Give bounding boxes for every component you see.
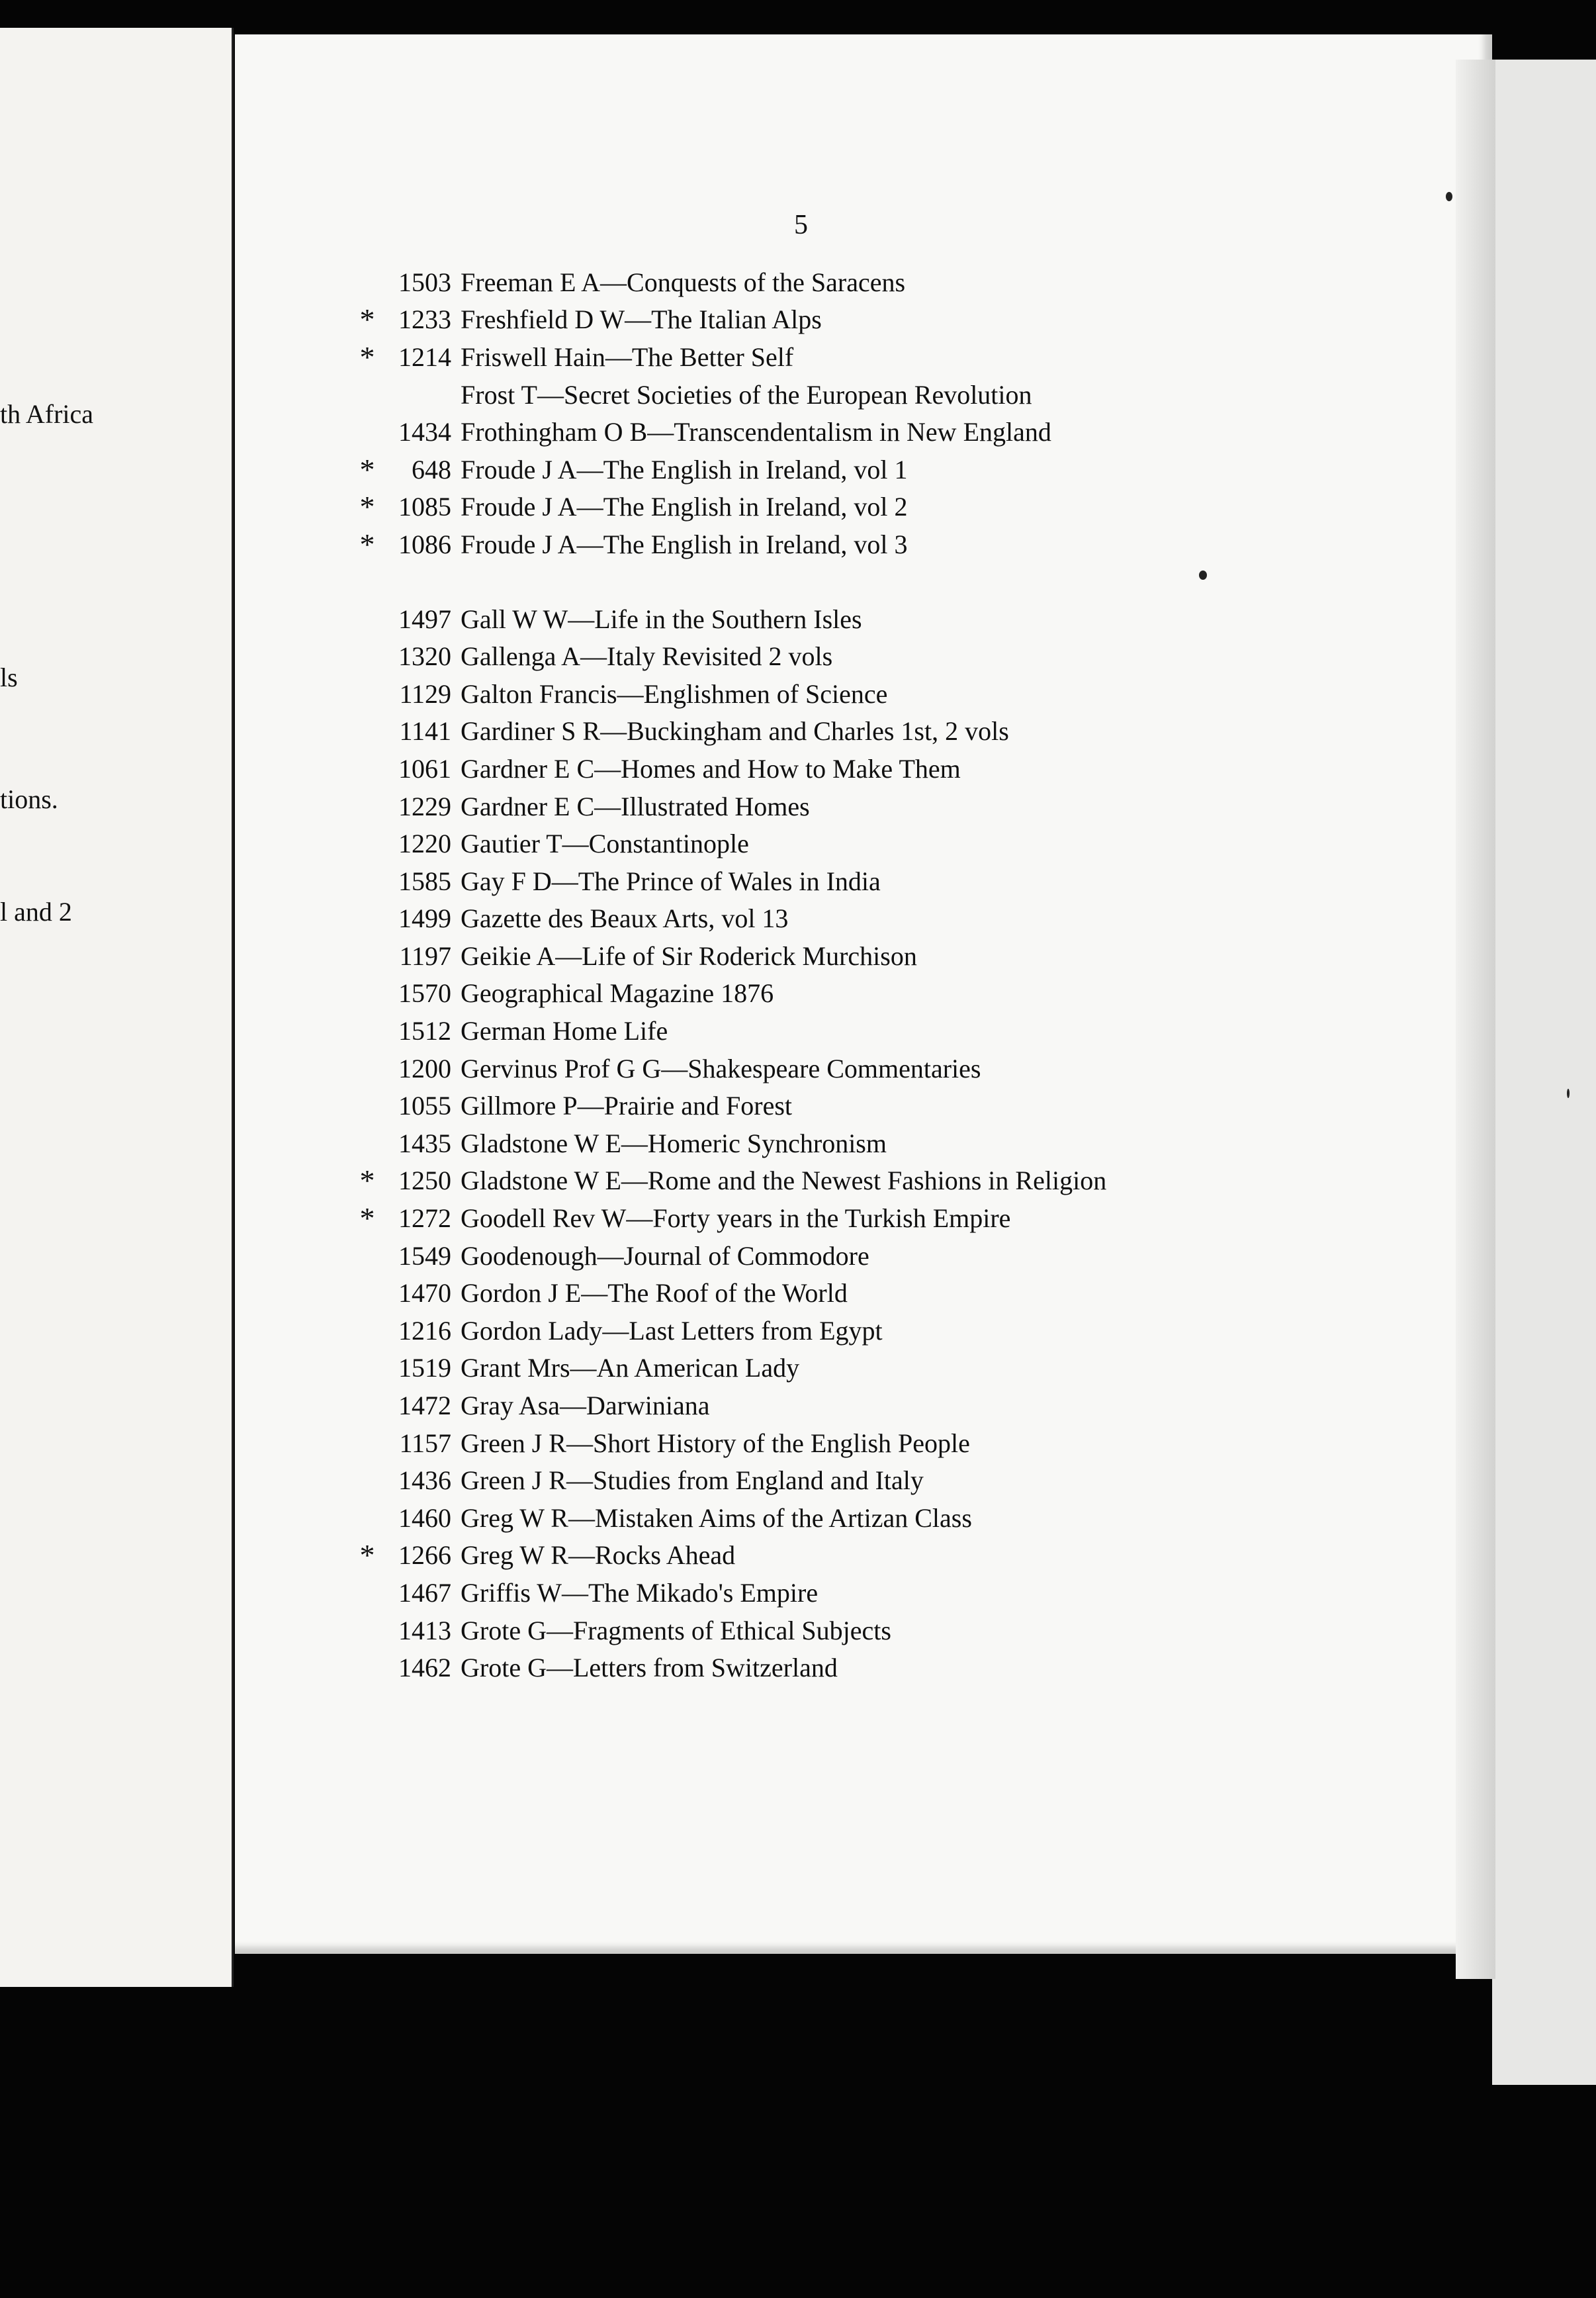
catalog-entry [351, 1461, 1476, 1499]
entry-title: Gardner E C—Homes and How to Make Them [461, 753, 961, 784]
entry-title: Geographical Magazine 1876 [461, 978, 774, 1009]
catalog-entry [351, 338, 1476, 376]
entry-number: 1549 [398, 1240, 451, 1271]
entry-title: Green J R—Studies from England and Italy [461, 1465, 924, 1496]
entry-number: 1200 [398, 1053, 451, 1083]
catalog-entry [351, 675, 1476, 713]
entry-title: Froude J A—The English in Ireland, vol 3 [461, 529, 908, 559]
entry-number: 1462 [398, 1653, 451, 1683]
entry-title: Frothingham O B—Transcendentalism in New England [461, 417, 1051, 447]
print-speck [1199, 571, 1207, 580]
catalog-entry [351, 825, 1476, 862]
entry-number: 1413 [398, 1615, 451, 1645]
entry-number: 1467 [398, 1577, 451, 1608]
left-page-fragment: l and 2 [0, 897, 72, 927]
entry-title: Gardner E C—Illustrated Homes [461, 791, 810, 821]
catalog-entry [351, 1649, 1476, 1686]
entry-title: Gautier T—Constantinople [461, 829, 749, 859]
entry-title: Geikie A—Life of Sir Roderick Murchison [461, 941, 917, 971]
entry-number: 1435 [398, 1128, 451, 1158]
catalog-entry [351, 975, 1476, 1013]
entry-title: Freshfield D W—The Italian Alps [461, 304, 822, 335]
entry-number: 1512 [398, 1016, 451, 1046]
asterisk-mark: * [359, 1201, 375, 1236]
entry-number: 1266 [398, 1540, 451, 1571]
left-page-fragment: ls [0, 663, 18, 692]
catalog-entry [351, 862, 1476, 900]
entry-title: Friswell Hain—The Better Self [461, 342, 794, 372]
entry-title: Gladstone W E—Rome and the Newest Fashions in Religion [461, 1166, 1107, 1196]
entry-title: Gervinus Prof G G—Shakespeare Commentaries [461, 1053, 981, 1083]
entry-title: Goodell Rev W—Forty years in the Turkish Empire [461, 1203, 1011, 1234]
catalog-entry [351, 263, 1476, 301]
asterisk-mark: * [359, 452, 375, 486]
entry-title: Frost T—Secret Societies of the European Revolution [461, 379, 1032, 410]
entry-number: 1570 [398, 978, 451, 1009]
catalog-entry [351, 750, 1476, 788]
catalog-list [351, 263, 1476, 1686]
catalog-entry [351, 1424, 1476, 1462]
catalog-entry [351, 637, 1476, 675]
entry-number: 1497 [398, 604, 451, 634]
left-page-edge [0, 28, 234, 1987]
entry-number: 648 [412, 454, 451, 484]
catalog-entry [351, 937, 1476, 975]
group-separator [351, 563, 1476, 600]
catalog-entry [351, 376, 1476, 414]
entry-number: 1229 [398, 791, 451, 821]
entry-number: 1214 [398, 342, 451, 372]
entry-number: 1220 [398, 829, 451, 859]
next-page-edge [1492, 60, 1596, 2085]
entry-title: Froude J A—The English in Ireland, vol 1 [461, 454, 908, 484]
catalog-group-f [351, 263, 1476, 563]
entry-number: 1250 [398, 1166, 451, 1196]
entry-number: 1320 [398, 641, 451, 672]
catalog-entry [351, 1050, 1476, 1087]
entry-title: Grote G—Letters from Switzerland [461, 1653, 838, 1683]
entry-number: 1197 [399, 941, 451, 971]
catalog-entry [351, 526, 1476, 563]
asterisk-mark: * [359, 490, 375, 524]
catalog-entry [351, 488, 1476, 526]
entry-number: 1061 [398, 753, 451, 784]
entry-title: Gillmore P—Prairie and Forest [461, 1091, 793, 1121]
left-page-fragment: th Africa [0, 399, 94, 429]
entry-number: 1460 [398, 1502, 451, 1533]
asterisk-mark: * [359, 1164, 375, 1198]
entry-number: 1434 [398, 417, 451, 447]
entry-title: Galton Francis—Englishmen of Science [461, 678, 888, 709]
catalog-entry [351, 1387, 1476, 1424]
entry-number: 1233 [398, 304, 451, 335]
entry-title: Gazette des Beaux Arts, vol 13 [461, 903, 789, 934]
catalog-entry [351, 600, 1476, 638]
entry-title: Gall W W—Life in the Southern Isles [461, 604, 862, 634]
entry-number: 1436 [398, 1465, 451, 1496]
catalog-entry [351, 1499, 1476, 1537]
catalog-entry [351, 1612, 1476, 1649]
page-number: 5 [794, 210, 808, 240]
catalog-entry [351, 301, 1476, 339]
left-page-fragment: tions. [0, 784, 58, 814]
entry-title: German Home Life [461, 1016, 668, 1046]
entry-title: Gardiner S R—Buckingham and Charles 1st, 2 vols [461, 716, 1009, 747]
catalog-entry [351, 1087, 1476, 1125]
catalog-entry [351, 1237, 1476, 1275]
catalog-group-g [351, 600, 1476, 1686]
entry-number: 1499 [398, 903, 451, 934]
catalog-entry [351, 1199, 1476, 1237]
entry-title: Freeman E A—Conquests of the Saracens [461, 267, 906, 297]
entry-number: 1472 [398, 1391, 451, 1421]
catalog-entry [351, 1125, 1476, 1162]
entry-number: 1085 [398, 492, 451, 522]
entry-title: Greg W R—Rocks Ahead [461, 1540, 736, 1571]
entry-number: 1585 [398, 866, 451, 896]
entry-number: 1141 [399, 716, 451, 747]
catalog-entry [351, 451, 1476, 488]
asterisk-mark: * [359, 527, 375, 561]
asterisk-mark: * [359, 302, 375, 337]
print-speck [1567, 1089, 1570, 1098]
entry-title: Goodenough—Journal of Commodore [461, 1240, 869, 1271]
entry-title: Green J R—Short History of the English People [461, 1428, 970, 1458]
entry-title: Froude J A—The English in Ireland, vol 2 [461, 492, 908, 522]
catalog-entry [351, 900, 1476, 938]
catalog-entry [351, 1537, 1476, 1575]
entry-number: 1503 [398, 267, 451, 297]
entry-number: 1086 [398, 529, 451, 559]
catalog-entry [351, 713, 1476, 751]
asterisk-mark: * [359, 340, 375, 374]
catalog-entry [351, 1312, 1476, 1350]
entry-title: Greg W R—Mistaken Aims of the Artizan Class [461, 1502, 972, 1533]
entry-title: Gray Asa—Darwiniana [461, 1391, 710, 1421]
entry-title: Gordon Lady—Last Letters from Egypt [461, 1315, 883, 1346]
entry-title: Gallenga A—Italy Revisited 2 vols [461, 641, 833, 672]
catalog-entry [351, 1274, 1476, 1312]
catalog-entry [351, 1350, 1476, 1387]
entry-number: 1129 [399, 678, 451, 709]
entry-title: Griffis W—The Mikado's Empire [461, 1577, 819, 1608]
entry-title: Gordon J E—The Roof of the World [461, 1278, 848, 1309]
entry-title: Gladstone W E—Homeric Synchronism [461, 1128, 887, 1158]
catalog-entry [351, 1012, 1476, 1050]
catalog-entry [351, 1162, 1476, 1200]
entry-number: 1519 [398, 1353, 451, 1383]
entry-number: 1055 [398, 1091, 451, 1121]
entry-title: Grote G—Fragments of Ethical Subjects [461, 1615, 891, 1645]
entry-title: Grant Mrs—An American Lady [461, 1353, 800, 1383]
catalog-entry [351, 413, 1476, 451]
catalog-entry [351, 1574, 1476, 1612]
print-speck [1446, 192, 1452, 201]
entry-title: Gay F D—The Prince of Wales in India [461, 866, 881, 896]
entry-number: 1470 [398, 1278, 451, 1309]
asterisk-mark: * [359, 1538, 375, 1573]
catalog-entry [351, 788, 1476, 825]
entry-number: 1272 [398, 1203, 451, 1234]
entry-number: 1157 [399, 1428, 451, 1458]
entry-number: 1216 [398, 1315, 451, 1346]
